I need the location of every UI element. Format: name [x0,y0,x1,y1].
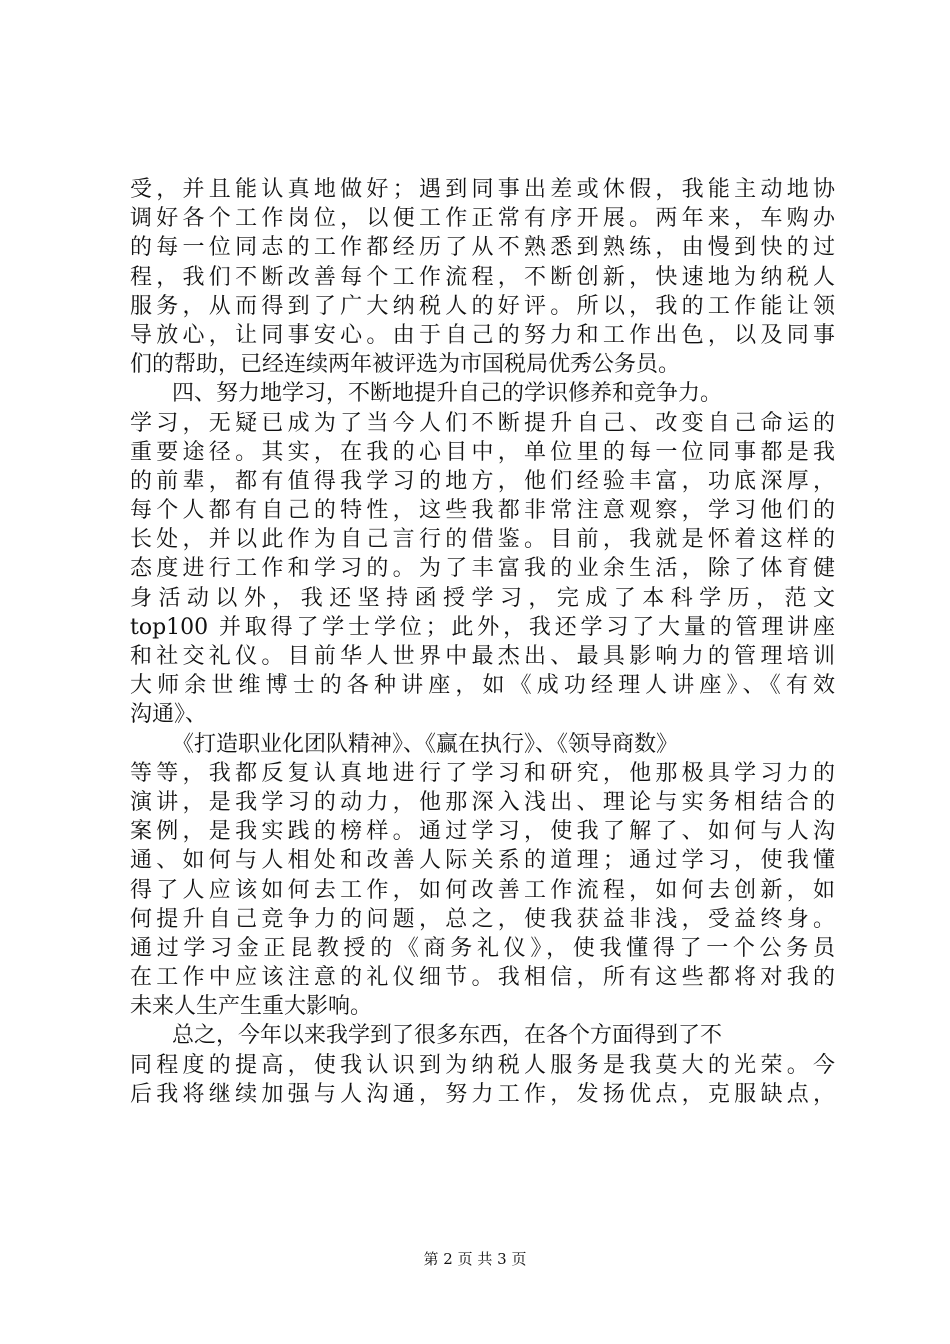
text-line: 在工作中应该注意的礼仪细节。我相信，所有这些都将对我的 [130,965,835,991]
text-line: 每个人都有自己的特性，这些我都非常注意观察，学习他们的 [130,498,835,524]
text-line: 调好各个工作岗位，以便工作正常有序开展。两年来，车购办 [130,206,835,232]
text-line: 同程度的提高，使我认识到为纳税人服务是我莫大的光荣。今 [130,1052,835,1078]
text-line: 总之，今年以来我学到了很多东西，在各个方面得到了不 [172,1023,723,1049]
text-line: 受，并且能认真地做好；遇到同事出差或休假，我能主动地协 [130,177,835,202]
section-heading: 四、努力地学习，不断地提升自己的学识修养和竞争力。 [172,381,723,407]
page-number-footer: 第 2 页 共 3 页 [423,1250,527,1268]
text-line: 通过学习金正昆教授的《商务礼仪》，使我懂得了一个公务员 [130,935,835,961]
text-line: 服务，从而得到了广大纳税人的好评。所以，我的工作能让领 [130,293,835,319]
text-line: 等等，我都反复认真地进行了学习和研究，他那极具学习力的 [130,760,835,786]
text-line: 态度进行工作和学习的。为了丰富我的业余生活，除了体育健 [130,556,835,582]
text-line: 《打造职业化团队精神》、《赢在执行》、《领导商数》 [172,731,679,757]
text-line: 演讲，是我学习的动力，他那深入浅出、理论与实务相结合的 [130,789,835,815]
text-line: 何提升自己竞争力的问题，总之，使我获益非浅，受益终身。 [130,906,835,932]
text-line: 大师余世维博士的各种讲座，如《成功经理人讲座》、《有效 [130,673,835,699]
text-line: 程，我们不断改善每个工作流程，不断创新，快速地为纳税人 [130,264,835,290]
text-line: 后我将继续加强与人沟通，努力工作，发扬优点，克服缺点， [130,1081,835,1107]
text-line: 学习，无疑已成为了当今人们不断提升自己、改变自己命运的 [130,410,835,436]
text-line: 长处，并以此作为自己言行的借鉴。目前，我就是怀着这样的 [130,527,835,553]
text-line: 案例，是我实践的榜样。通过学习，使我了解了、如何与人沟 [130,819,835,845]
text-line: 导放心，让同事安心。由于自己的努力和工作出色，以及同事 [130,322,835,348]
text-line: 沟通》、 [130,702,208,728]
text-line: 的每一位同志的工作都经历了从不熟悉到熟练，由慢到快的过 [130,235,835,261]
body-text [130,175,835,1109]
text-line: 得了人应该如何去工作，如何改善工作流程，如何去创新，如 [130,877,835,903]
text-line: top100 并取得了学士学位；此外，我还学习了大量的管理讲座 [130,614,835,640]
text-line: 们的帮助，已经连续两年被评选为市国税局优秀公务员。 [130,352,681,378]
text-line: 的前辈，都有值得我学习的地方，他们经验丰富，功底深厚， [130,468,835,494]
text-line: 重要途径。其实，在我的心目中，单位里的每一位同事都是我 [130,439,835,465]
text-line: 通、如何与人相处和改善人际关系的道理；通过学习，使我懂 [130,848,835,874]
text-line: 和社交礼仪。目前华人世界中最杰出、最具影响力的管理培训 [130,644,835,669]
text-line: 身活动以外，我还坚持函授学习，完成了本科学历，范文 [130,585,835,611]
text-line: 未来人生产生重大影响。 [130,994,373,1020]
